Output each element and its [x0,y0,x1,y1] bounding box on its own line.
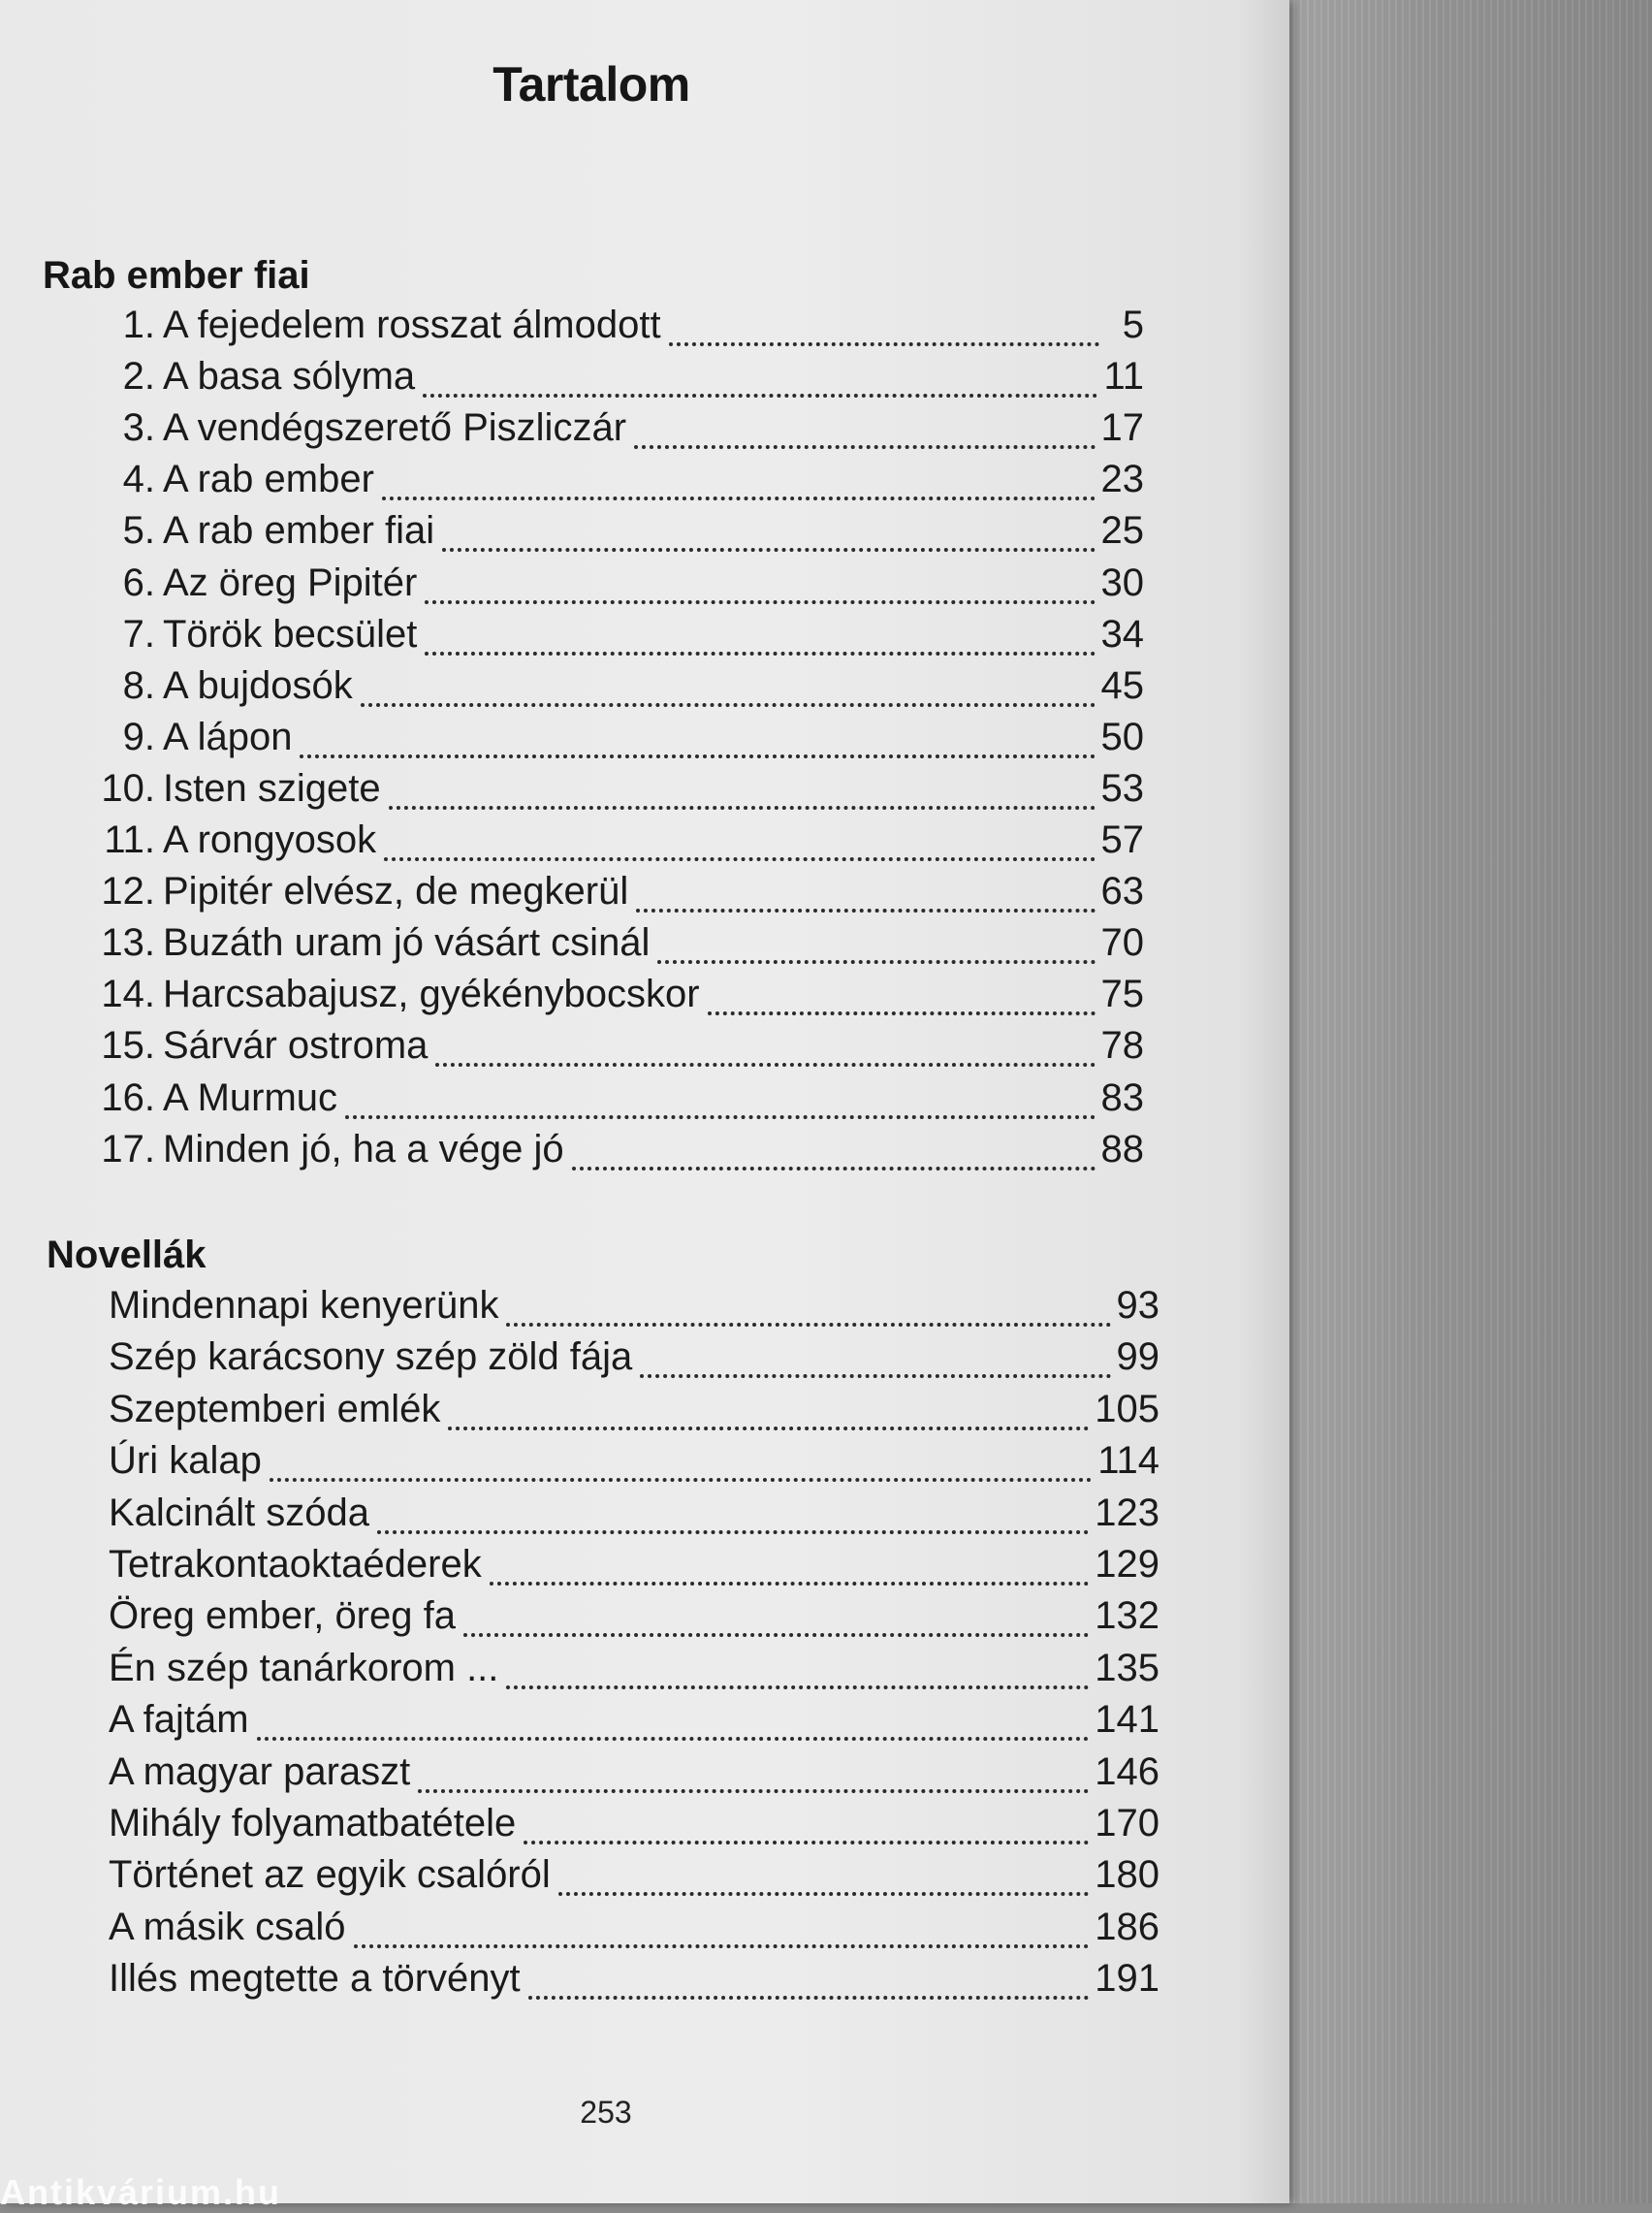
entry-page-number: 93 [1116,1284,1160,1327]
entry-page-number: 191 [1095,1957,1160,2001]
entry-page-number: 170 [1095,1802,1160,1844]
dot-leader [377,1530,1089,1534]
entry-title: Én szép tanárkorom ... [109,1646,499,1689]
dot-leader [572,1167,1096,1171]
toc-entry [85,664,1144,713]
dot-leader [448,1427,1089,1430]
dot-leader [669,342,1099,346]
entry-title: A vendégszerető Piszliczár [163,406,627,450]
toc-entry [109,1647,1160,1695]
toc-entry [109,1750,1160,1799]
entry-page-number: 53 [1100,766,1144,810]
toc-entry [109,1335,1160,1384]
entry-page-number: 63 [1100,870,1144,914]
entry-number: 2. [122,355,155,399]
dot-leader [384,857,1095,861]
dot-leader [425,600,1095,604]
toc-entry [85,355,1144,403]
entry-page-number: 105 [1095,1387,1160,1430]
page-number: 253 [580,2095,632,2130]
section-heading: Rab ember fiai [43,254,310,297]
entry-number: 8. [122,663,155,707]
entry-page-number: 135 [1095,1646,1160,1689]
entry-number: 13. [101,921,155,965]
entry-title: Illés megtette a törvényt [109,1957,521,2001]
entry-title: A fejedelem rosszat álmodott [163,304,661,346]
toc-entry [109,1491,1160,1540]
toc-entry [109,1594,1160,1643]
dot-leader [506,1685,1089,1689]
entry-title: Isten szigete [163,766,381,810]
dot-leader [425,652,1095,656]
entry-title: Úri kalap [109,1439,262,1483]
toc-entry [109,1388,1160,1436]
dot-leader [636,909,1095,913]
entry-page-number: 88 [1100,1127,1144,1171]
dot-leader [524,1841,1089,1844]
dot-leader [558,1892,1089,1896]
toc-entry [109,1906,1160,1954]
entry-title: Kalcinált szóda [109,1491,370,1534]
entry-title: Pipitér elvész, de megkerül [163,870,629,914]
entry-number: 10. [101,766,155,810]
toc-entry [85,406,1144,455]
toc-entry [85,304,1144,352]
entry-title: Tetrakontaoktaéderek [109,1543,482,1586]
dot-leader [435,1063,1095,1067]
entry-page-number: 25 [1100,509,1144,553]
entry-page-number: 78 [1100,1024,1144,1068]
dot-leader [640,1374,1110,1378]
dot-leader [528,1996,1090,2000]
dot-leader [354,1944,1090,1948]
entry-page-number: 123 [1095,1491,1160,1534]
toc-entry [109,1853,1160,1902]
toc-entry [85,767,1144,816]
dot-leader [345,1115,1095,1119]
entry-page-number: 114 [1097,1439,1160,1483]
background-surface [1280,0,1652,2203]
dot-leader [361,703,1096,707]
entry-page-number: 75 [1100,973,1144,1016]
entry-number: 1. [122,304,155,346]
entry-title: A rab ember fiai [163,509,435,553]
dot-leader [490,1582,1090,1586]
toc-entry [109,1439,1160,1488]
dot-leader [463,1633,1089,1637]
entry-title: Sárvár ostroma [163,1024,429,1068]
watermark-logo: Antikvárium.hu [0,2172,282,2212]
entry-page-number: 23 [1100,458,1144,501]
entry-number: 17. [101,1127,155,1171]
dot-leader [506,1323,1110,1327]
toc-entry [85,509,1144,558]
entry-title: A bujdosók [163,663,353,707]
entry-number: 12. [101,870,155,914]
entry-title: Török becsület [163,612,418,656]
page-title: Tartalom [492,57,690,112]
entry-page-number: 186 [1095,1905,1160,1948]
entry-page-number: 141 [1095,1698,1160,1742]
entry-page-number: 99 [1116,1335,1160,1379]
entry-title: A másik csaló [109,1905,346,1948]
entry-title: A magyar paraszt [109,1749,411,1793]
toc-entry [109,1284,1160,1332]
toc-entry [85,973,1144,1021]
dot-leader [270,1478,1092,1482]
entry-page-number: 30 [1100,561,1144,604]
entry-title: Mindennapi kenyerünk [109,1284,499,1327]
toc-entry [85,921,1144,970]
dot-leader [300,754,1095,758]
dot-leader [657,960,1095,964]
dot-leader [382,497,1096,500]
entry-title: A rongyosok [163,818,377,861]
toc-entry [85,458,1144,506]
entry-page-number: 83 [1100,1075,1144,1119]
entry-number: 11. [104,818,155,861]
entry-title: Minden jó, ha a vége jó [163,1127,564,1171]
entry-title: Öreg ember, öreg fa [109,1594,456,1638]
entry-number: 9. [122,715,155,758]
entry-number: 4. [122,458,155,501]
toc-entry [85,561,1144,610]
toc-entry [85,818,1144,867]
toc-entry [109,1698,1160,1747]
entry-number: 16. [101,1075,155,1119]
entry-title: Szeptemberi emlék [109,1387,441,1430]
dot-leader [418,1789,1089,1793]
entry-number: 15. [101,1024,155,1068]
entry-title: Harcsabajusz, gyékénybocskor [163,973,700,1016]
entry-page-number: 11 [1103,355,1144,399]
entry-page-number: 17 [1100,406,1144,450]
entry-title: A Murmuc [163,1075,338,1119]
entry-page-number: 180 [1095,1853,1160,1897]
toc-entry [85,716,1144,764]
entry-page-number: 132 [1095,1594,1160,1638]
entry-title: Történet az egyik csalóról [109,1853,551,1897]
entry-page-number: 45 [1100,663,1144,707]
entry-title: Mihály folyamatbatétele [109,1802,517,1844]
dot-leader [634,445,1095,449]
entry-title: A lápon [163,715,293,758]
entry-page-number: 50 [1100,715,1144,758]
entry-number: 3. [122,406,155,450]
entry-page-number: 146 [1095,1749,1160,1793]
toc-entry [85,1024,1144,1073]
dot-leader [423,394,1097,398]
toc-entry [109,1543,1160,1591]
toc-entry [85,1076,1144,1125]
entry-title: Szép karácsony szép zöld fája [109,1335,633,1379]
entry-title: Buzáth uram jó vásárt csinál [163,921,651,965]
toc-entry [85,870,1144,918]
toc-entry [109,1957,1160,2005]
dot-leader [442,548,1095,552]
entry-page-number: 5 [1122,304,1144,346]
dot-leader [708,1011,1096,1015]
entry-number: 5. [122,509,155,553]
entry-number: 14. [101,973,155,1016]
toc-entry [85,613,1144,661]
dot-leader [389,806,1096,810]
entry-title: A rab ember [163,458,374,501]
entry-title: A basa sólyma [163,355,416,399]
toc-entry [85,1128,1144,1176]
entry-number: 6. [122,561,155,604]
entry-page-number: 57 [1100,818,1144,861]
entry-page-number: 34 [1100,612,1144,656]
entry-page-number: 70 [1100,921,1144,965]
entry-number: 7. [122,612,155,656]
entry-title: A fajtám [109,1698,249,1742]
entry-title: Az öreg Pipitér [163,561,418,604]
section-heading: Novellák [47,1234,206,1276]
entry-page-number: 129 [1095,1543,1160,1586]
dot-leader [257,1737,1090,1741]
toc-entry [109,1802,1160,1850]
